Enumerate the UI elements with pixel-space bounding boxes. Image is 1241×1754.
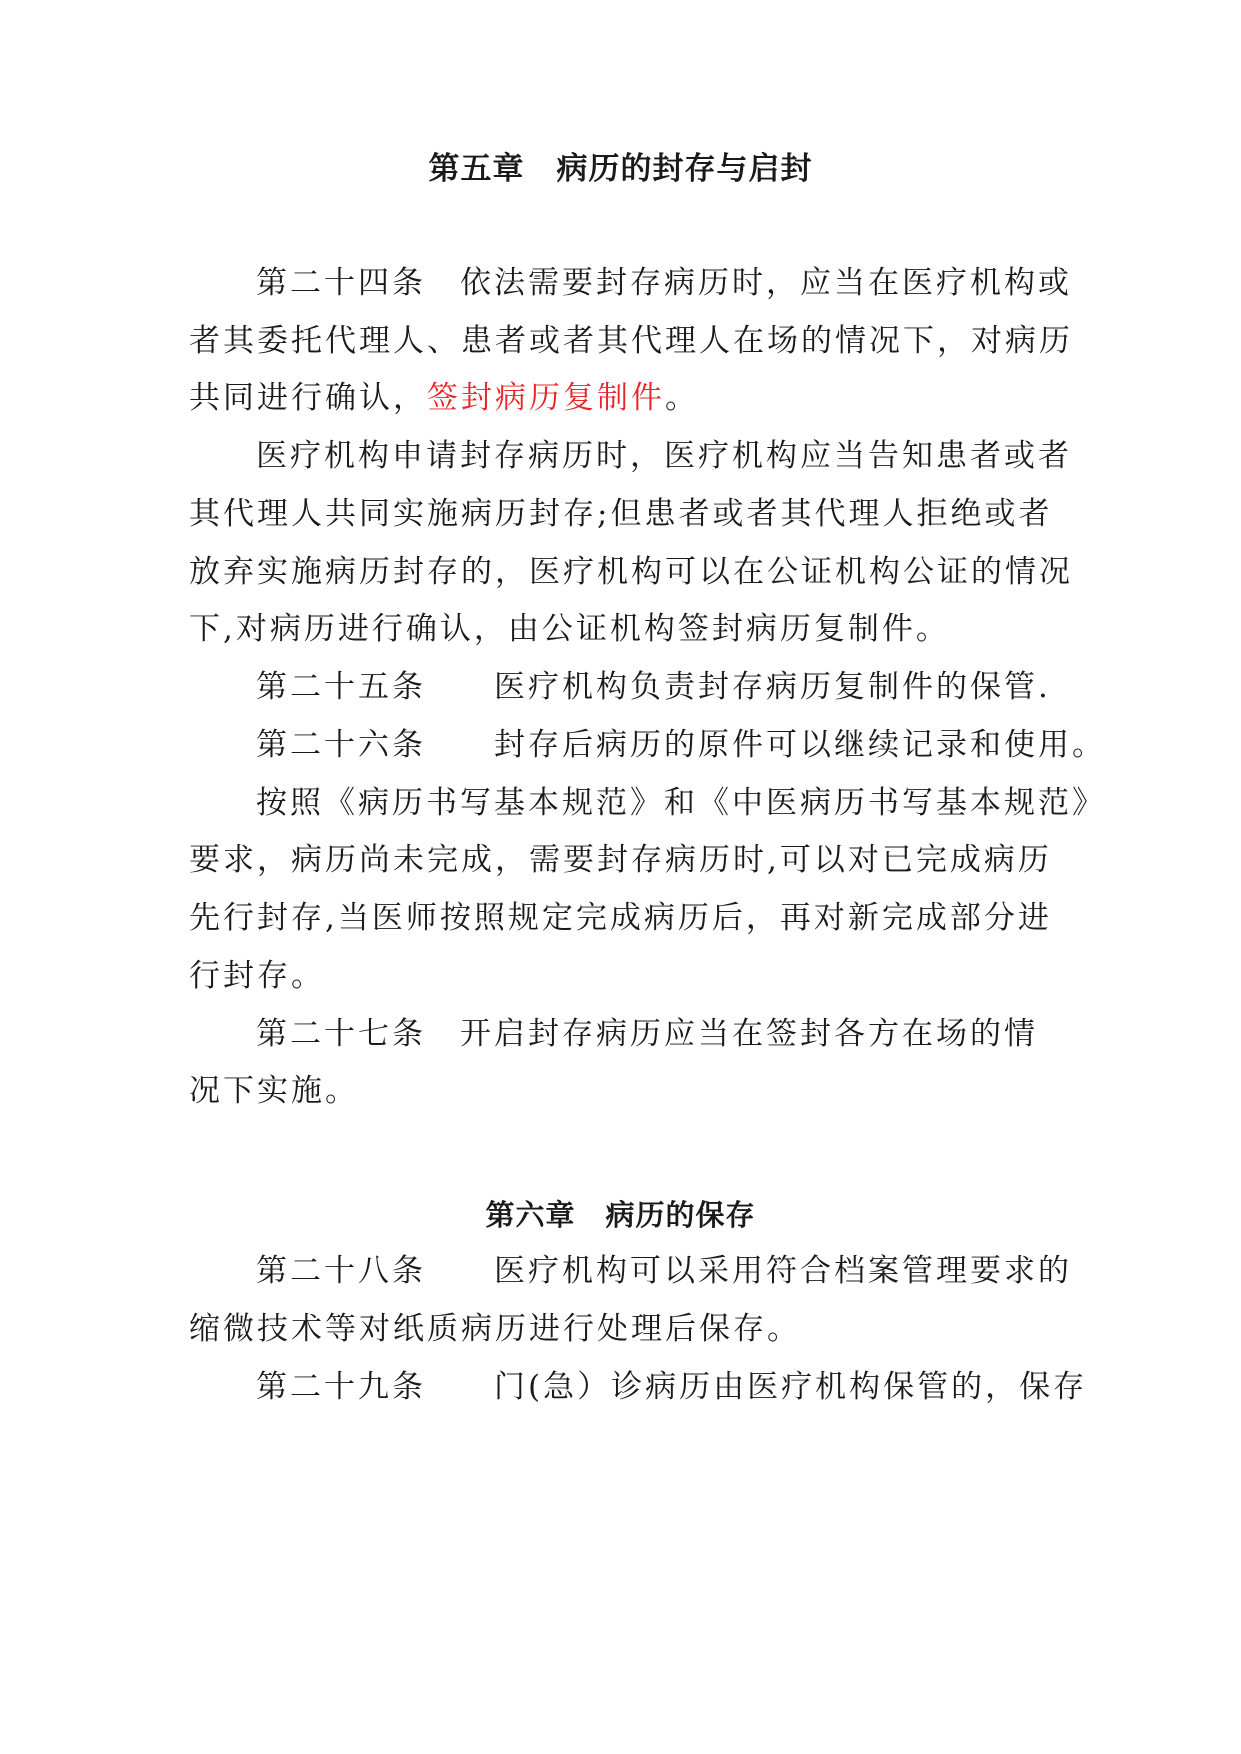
paragraph-incomplete-line-3: 先行封存,当医师按照规定完成病历后，再对新完成部分进 — [189, 900, 1052, 936]
article-24-line-3-end: 。 — [665, 380, 699, 416]
paragraph-seal-request-line-4: 下,对病历进行确认，由公证机构签封病历复制件。 — [189, 611, 950, 647]
highlighted-phrase: 签封病历复制件 — [427, 380, 665, 416]
paragraph-incomplete-line-4: 行封存。 — [189, 958, 325, 994]
article-24-line-3 — [189, 378, 699, 418]
article-28-line-1: 第二十八条 医疗机构可以采用符合档案管理要求的 — [256, 1253, 1072, 1289]
article-24-line-1: 第二十四条 依法需要封存病历时，应当在医疗机构或 — [256, 265, 1072, 301]
article-27-line-1: 第二十七条 开启封存病历应当在签封各方在场的情 — [256, 1016, 1038, 1052]
article-29-line-1: 第二十九条 门(急）诊病历由医疗机构保管的，保存 — [256, 1369, 1088, 1405]
article-25: 第二十五条 医疗机构负责封存病历复制件的保管. — [256, 669, 1051, 705]
article-27-line-2: 况下实施。 — [189, 1073, 359, 1109]
paragraph-incomplete-line-2: 要求，病历尚未完成，需要封存病历时,可以对已完成病历 — [189, 842, 1052, 878]
article-28-line-2: 缩微技术等对纸质病历进行处理后保存。 — [189, 1311, 801, 1347]
article-24-line-3-text: 共同进行确认， — [189, 380, 427, 416]
paragraph-seal-request-line-2: 其代理人共同实施病历封存;但患者或者其代理人拒绝或者 — [189, 496, 1053, 532]
chapter-6-title: 第六章 病历的保存 — [485, 1198, 756, 1232]
paragraph-seal-request-line-3: 放弃实施病历封存的，医疗机构可以在公证机构公证的情况 — [189, 554, 1073, 590]
article-24-line-2: 者其委托代理人、患者或者其代理人在场的情况下，对病历 — [189, 323, 1073, 359]
paragraph-seal-request-line-1: 医疗机构申请封存病历时，医疗机构应当告知患者或者 — [256, 438, 1072, 474]
paragraph-incomplete-line-1: 按照《病历书写基本规范》和《中医病历书写基本规范》 — [256, 785, 1106, 821]
chapter-5-title: 第五章 病历的封存与启封 — [428, 151, 813, 187]
article-26: 第二十六条 封存后病历的原件可以继续记录和使用。 — [256, 727, 1106, 763]
